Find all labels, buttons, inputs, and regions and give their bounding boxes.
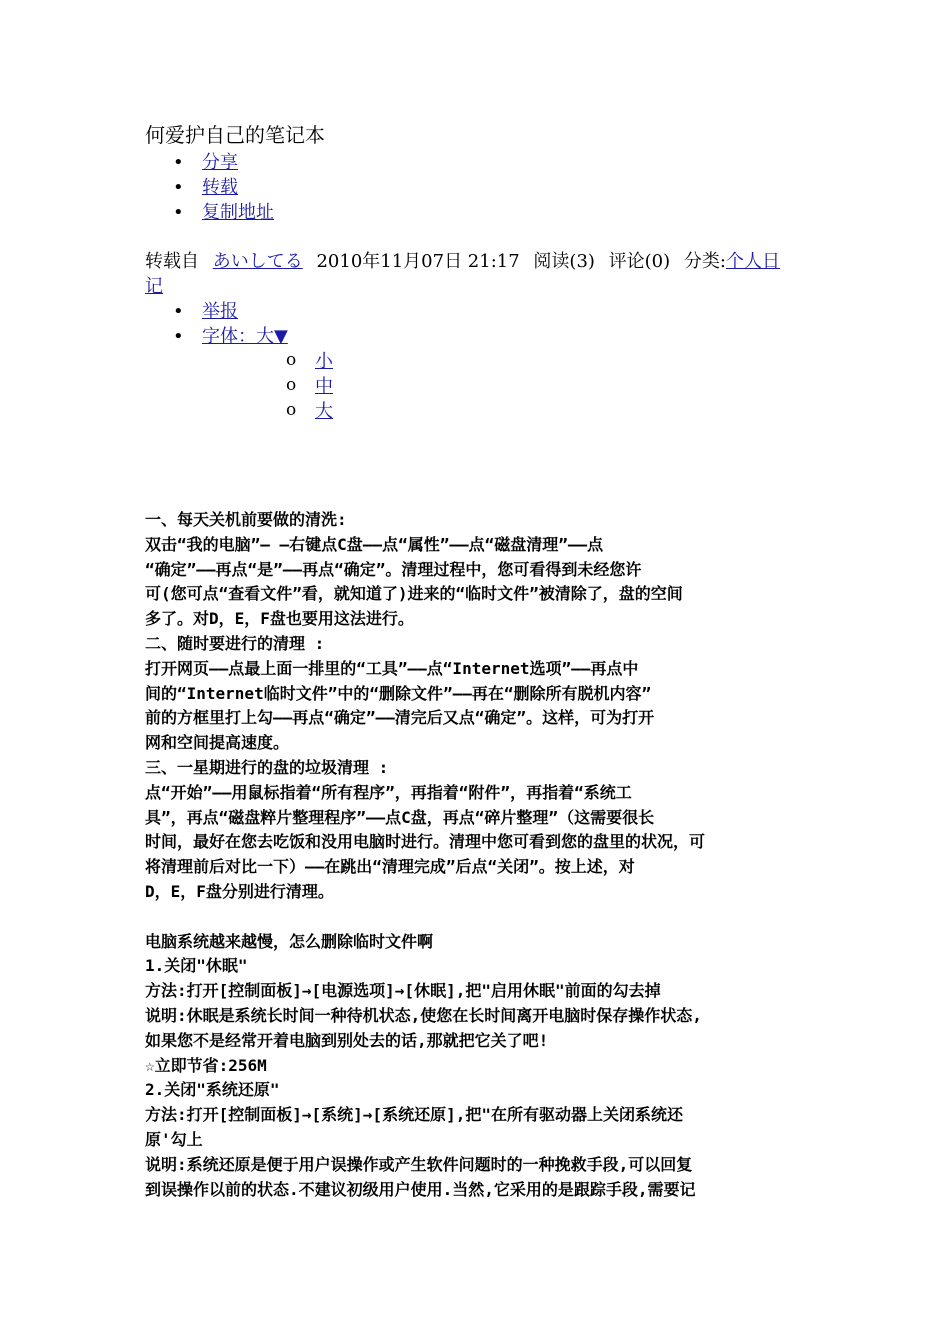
article-line: 说明:休眠是系统长时间一种待机状态,使您在长时间离开电脑时保存操作状态,: [145, 1005, 702, 1025]
repost-link[interactable]: 转载: [202, 177, 238, 198]
category-link[interactable]: 个人日 记: [145, 251, 780, 297]
article-line: 到误操作以前的状态.不建议初级用户使用.当然,它采用的是跟踪手段,需要记: [145, 1179, 696, 1199]
article-line: 多了。对D，E，F盘也要用这法进行。: [145, 609, 414, 629]
article-line: 时间，最好在您去吃饭和没用电脑时进行。清理中您可看到您的盘里的状况，可: [145, 832, 706, 852]
share-item: [145, 200, 810, 225]
article-line: 原'勾上: [145, 1129, 203, 1149]
article-line: 将清理前后对比一下）——在跳出“清理完成”后点“关闭”。按上述，对: [145, 857, 635, 877]
article-line: 1.关闭"休眠": [145, 956, 248, 976]
font-size-options: [202, 349, 810, 424]
article-line: 二、随时要进行的清理 :: [145, 633, 325, 653]
article-line: 一、每天关机前要做的清洗:: [145, 510, 347, 529]
share-list: [145, 150, 810, 225]
post-datetime: 2010年11月07日 21:17: [316, 251, 520, 272]
font-option-item: [202, 374, 810, 399]
article-line: ☆立即节省:256M: [145, 1055, 267, 1075]
font-small-link[interactable]: 小: [315, 351, 333, 372]
font-option-item: [202, 399, 810, 424]
article-line: 2.关闭"系统还原": [145, 1080, 280, 1100]
article-line: 说明:系统还原是便于用户误操作或产生软件问题时的一种挽救手段,可以回复: [145, 1154, 693, 1174]
article-line: D，E，F盘分别进行清理。: [145, 881, 334, 901]
comment-count: 评论(0): [608, 251, 671, 272]
article-line: 方法:打开[控制面板]→[系统]→[系统还原],把"在所有驱动器上关闭系统还: [145, 1105, 683, 1125]
article-line: 如果您不是经常开着电脑到别处去的话,那就把它关了吧!: [145, 1030, 549, 1050]
article-line: 具”，再点“磁盘粹片整理程序”——点C盘，再点“碎片整理”（这需要很长: [145, 807, 655, 827]
font-medium-link[interactable]: 中: [315, 376, 333, 397]
article-line: 打开网页——点最上面一排里的“工具”——点“Internet选项”——再点中: [145, 658, 639, 678]
article-line: 三、一星期进行的盘的垃圾清理 :: [145, 757, 389, 777]
read-count: 阅读(3): [533, 251, 595, 272]
author-link[interactable]: あいしてる: [212, 251, 303, 272]
page-content: [145, 120, 810, 1202]
action-item: [145, 324, 810, 424]
article-line: 可(您可点“查看文件”看，就知道了)进来的“临时文件”被清除了，盘的空间: [145, 584, 683, 604]
share-item: [145, 175, 810, 200]
article-line: 网和空间提高速度。: [145, 733, 290, 753]
paragraph-gap: [145, 905, 810, 930]
article-line: 方法:打开[控制面板]→[电源选项]→[休眠],把"启用休眠"前面的勾去掉: [145, 981, 661, 1001]
font-size-menu[interactable]: 字体：大▼: [202, 326, 288, 347]
share-item: [145, 150, 810, 175]
share-link[interactable]: 分享: [202, 152, 238, 173]
article-line: 前的方框里打上勾——再点“确定”——清完后又点“确定”。这样，可为打开: [145, 708, 655, 728]
category-label: 分类:: [683, 251, 726, 272]
article-line: 双击“我的电脑”— —右键点C盘——点“属性”——点“磁盘清理”——点: [145, 534, 604, 554]
report-link[interactable]: 举报: [202, 301, 238, 322]
font-option-item: [202, 349, 810, 374]
article-line: “确定”——再点“是”——再点“确定”。清理过程中，您可看得到未经您许: [145, 559, 642, 579]
copy-address-link[interactable]: 复制地址: [202, 202, 274, 223]
article-line: 间的“Internet临时文件”中的“删除文件”——再在“删除所有脱机内容”: [145, 683, 652, 703]
page-title: 何爱护自己的笔记本: [145, 123, 325, 147]
post-meta: [145, 249, 810, 299]
font-large-link[interactable]: 大: [315, 401, 333, 422]
action-list: [145, 299, 810, 424]
article-body: [145, 508, 810, 1202]
article-line: 电脑系统越来越慢，怎么删除临时文件啊: [145, 931, 434, 951]
repost-from-label: 转载自: [145, 251, 199, 272]
action-item: [145, 299, 810, 324]
article-line: 点“开始”——用鼠标指着“所有程序”，再指着“附件”，再指着“系统工: [145, 782, 632, 802]
